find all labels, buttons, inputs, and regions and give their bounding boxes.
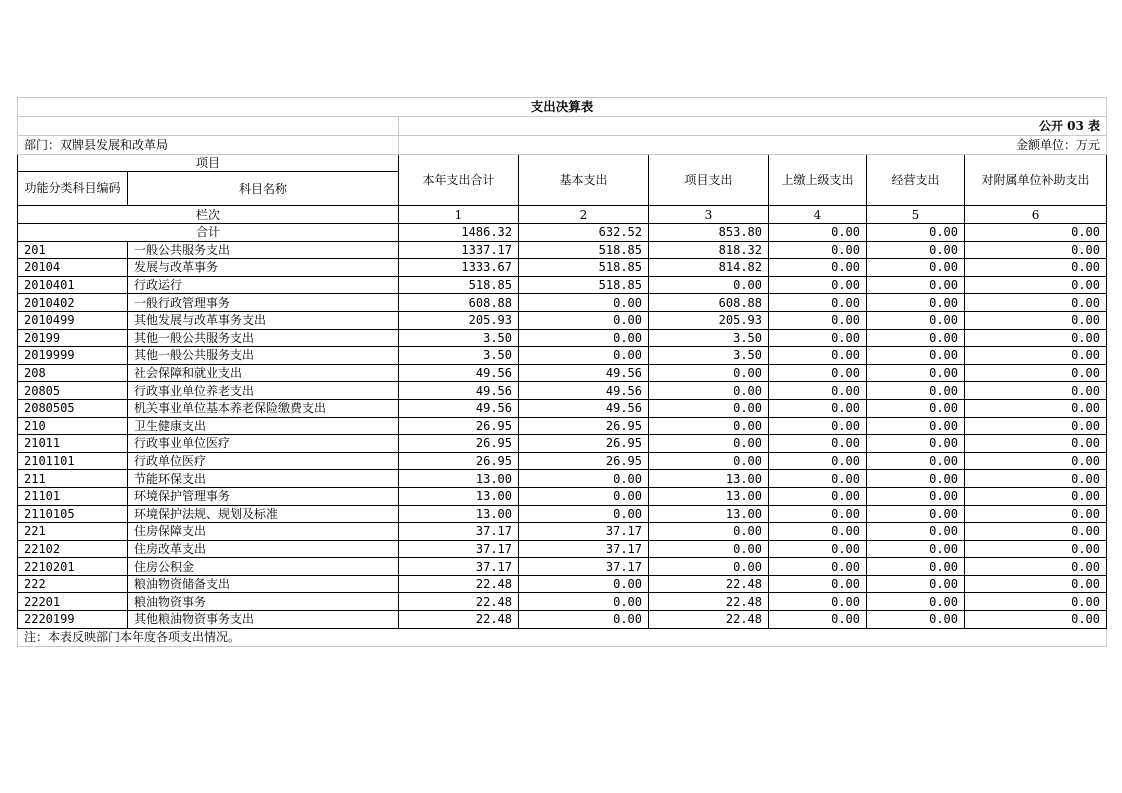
amount-cell: 49.56 [399,399,519,417]
amount-cell: 0.00 [965,399,1107,417]
amount-cell: 0.00 [867,452,965,470]
func-code-cell: 2220199 [18,611,128,629]
amount-cell: 0.00 [965,452,1107,470]
total-value: 0.00 [965,224,1107,242]
func-code-cell: 2210201 [18,558,128,576]
amount-cell: 13.00 [649,470,769,488]
amount-cell: 0.00 [965,259,1107,277]
amount-cell: 3.50 [649,329,769,347]
amount-cell: 0.00 [965,575,1107,593]
amount-cell: 0.00 [649,417,769,435]
amount-cell: 0.00 [867,382,965,400]
func-code-cell: 201 [18,241,128,259]
subject-name-cell: 一般公共服务支出 [128,241,399,259]
subject-name-cell: 住房公积金 [128,558,399,576]
amount-cell: 818.32 [649,241,769,259]
amount-cell: 22.48 [649,593,769,611]
func-code-cell: 20805 [18,382,128,400]
subject-name-cell: 住房改革支出 [128,540,399,558]
amount-cell: 0.00 [965,487,1107,505]
header-project: 项目 [18,155,399,172]
subject-name-cell: 行政运行 [128,276,399,294]
amount-cell: 0.00 [769,311,867,329]
amount-cell: 0.00 [649,276,769,294]
table-row [18,558,1107,576]
table-row [18,294,1107,312]
amount-cell: 49.56 [519,399,649,417]
amount-cell: 518.85 [519,241,649,259]
amount-cell: 0.00 [769,505,867,523]
subject-name-cell: 其他一般公共服务支出 [128,329,399,347]
amount-cell: 0.00 [867,523,965,541]
amount-cell: 0.00 [965,593,1107,611]
amount-cell: 0.00 [965,276,1107,294]
amount-cell: 0.00 [867,505,965,523]
amount-cell: 26.95 [519,452,649,470]
table-row [18,575,1107,593]
amount-cell: 0.00 [867,470,965,488]
amount-cell: 0.00 [867,294,965,312]
table-row [18,399,1107,417]
blank-cell [18,117,399,136]
amount-cell: 0.00 [965,382,1107,400]
amount-cell: 0.00 [867,364,965,382]
func-code-cell: 210 [18,417,128,435]
amount-cell: 0.00 [965,417,1107,435]
table-row [18,435,1107,453]
amount-cell: 0.00 [769,241,867,259]
subject-name-cell: 行政事业单位养老支出 [128,382,399,400]
amount-cell: 0.00 [769,487,867,505]
func-code-cell: 211 [18,470,128,488]
func-code-cell: 2019999 [18,347,128,365]
table-row [18,505,1107,523]
amount-cell: 37.17 [399,558,519,576]
amount-cell: 13.00 [399,505,519,523]
header-func-code: 功能分类科目编码 [18,172,128,206]
table-row [18,523,1107,541]
table-row [18,611,1107,629]
amount-cell: 0.00 [519,347,649,365]
amount-cell: 0.00 [649,523,769,541]
amount-cell: 0.00 [867,487,965,505]
func-code-cell: 2101101 [18,452,128,470]
amount-cell: 0.00 [769,593,867,611]
amount-cell: 0.00 [519,470,649,488]
total-value: 0.00 [867,224,965,242]
amount-cell: 518.85 [519,259,649,277]
amount-cell: 0.00 [965,311,1107,329]
amount-cell: 37.17 [519,523,649,541]
amount-cell: 0.00 [965,329,1107,347]
subject-name-cell: 其他粮油物资事务支出 [128,611,399,629]
amount-cell: 22.48 [649,575,769,593]
amount-cell: 518.85 [399,276,519,294]
form-number: 公开 03 表 [399,117,1107,136]
amount-cell: 0.00 [965,241,1107,259]
amount-cell: 0.00 [519,593,649,611]
amount-cell: 3.50 [649,347,769,365]
amount-cell: 0.00 [769,329,867,347]
amount-cell: 26.95 [519,417,649,435]
subject-name-cell: 行政单位医疗 [128,452,399,470]
subject-name-cell: 住房保障支出 [128,523,399,541]
subject-name-cell: 其他发展与改革事务支出 [128,311,399,329]
amount-cell: 0.00 [519,294,649,312]
header-total: 本年支出合计 [399,155,519,206]
amount-cell: 0.00 [769,435,867,453]
amount-cell: 13.00 [649,505,769,523]
table-row [18,347,1107,365]
table-row [18,259,1107,277]
subject-name-cell: 其他一般公共服务支出 [128,347,399,365]
amount-cell: 0.00 [649,452,769,470]
amount-cell: 3.50 [399,329,519,347]
amount-cell: 26.95 [519,435,649,453]
header-upper: 上缴上级支出 [769,155,867,206]
func-code-cell: 2010402 [18,294,128,312]
func-code-cell: 22201 [18,593,128,611]
amount-cell: 0.00 [867,540,965,558]
header-business: 经营支出 [867,155,965,206]
amount-cell: 0.00 [769,259,867,277]
index-label: 栏次 [18,206,399,224]
amount-cell: 0.00 [867,558,965,576]
func-code-cell: 208 [18,364,128,382]
amount-cell: 0.00 [867,593,965,611]
amount-cell: 0.00 [867,347,965,365]
amount-cell: 0.00 [769,276,867,294]
amount-cell: 22.48 [399,593,519,611]
amount-cell: 814.82 [649,259,769,277]
amount-cell: 0.00 [867,575,965,593]
subject-name-cell: 社会保障和就业支出 [128,364,399,382]
func-code-cell: 222 [18,575,128,593]
amount-cell: 0.00 [519,575,649,593]
amount-cell: 0.00 [867,259,965,277]
index-col: 1 [399,206,519,224]
index-col: 5 [867,206,965,224]
index-col: 6 [965,206,1107,224]
subject-name-cell: 粮油物资储备支出 [128,575,399,593]
amount-cell: 13.00 [399,487,519,505]
amount-cell: 0.00 [769,294,867,312]
func-code-cell: 2080505 [18,399,128,417]
amount-cell: 1333.67 [399,259,519,277]
amount-cell: 22.48 [399,575,519,593]
amount-cell: 0.00 [867,241,965,259]
expenditure-sheet [17,97,1106,647]
amount-cell: 0.00 [965,347,1107,365]
amount-cell: 0.00 [769,364,867,382]
total-row [18,224,1107,242]
subject-name-cell: 机关事业单位基本养老保险缴费支出 [128,399,399,417]
header-project-exp: 项目支出 [649,155,769,206]
amount-cell: 0.00 [519,329,649,347]
amount-cell: 0.00 [965,611,1107,629]
table-row [18,276,1107,294]
subject-name-cell: 节能环保支出 [128,470,399,488]
index-col: 4 [769,206,867,224]
amount-cell: 0.00 [649,540,769,558]
amount-cell: 0.00 [769,417,867,435]
table-row [18,241,1107,259]
amount-cell: 0.00 [519,505,649,523]
amount-cell: 0.00 [769,470,867,488]
amount-cell: 37.17 [519,558,649,576]
amount-cell: 0.00 [965,540,1107,558]
amount-cell: 0.00 [649,399,769,417]
amount-cell: 0.00 [965,470,1107,488]
table-row [18,487,1107,505]
amount-cell: 0.00 [519,487,649,505]
amount-cell: 3.50 [399,347,519,365]
amount-cell: 22.48 [399,611,519,629]
amount-cell: 0.00 [519,611,649,629]
amount-cell: 37.17 [399,523,519,541]
amount-cell: 0.00 [649,364,769,382]
amount-cell: 0.00 [965,558,1107,576]
amount-cell: 49.56 [519,364,649,382]
amount-cell: 0.00 [867,329,965,347]
func-code-cell: 20104 [18,259,128,277]
table-row [18,329,1107,347]
amount-cell: 205.93 [399,311,519,329]
func-code-cell: 2010499 [18,311,128,329]
unit-label: 金额单位：万元 [399,136,1107,155]
amount-cell: 0.00 [649,382,769,400]
amount-cell: 26.95 [399,417,519,435]
amount-cell: 22.48 [649,611,769,629]
func-code-cell: 22102 [18,540,128,558]
amount-cell: 37.17 [399,540,519,558]
subject-name-cell: 发展与改革事务 [128,259,399,277]
amount-cell: 0.00 [769,540,867,558]
amount-cell: 0.00 [769,558,867,576]
amount-cell: 0.00 [769,382,867,400]
header-basic: 基本支出 [519,155,649,206]
amount-cell: 0.00 [867,311,965,329]
table-row [18,311,1107,329]
amount-cell: 0.00 [867,435,965,453]
amount-cell: 518.85 [519,276,649,294]
total-value: 632.52 [519,224,649,242]
index-col: 3 [649,206,769,224]
amount-cell: 0.00 [649,435,769,453]
subject-name-cell: 环境保护法规、规划及标准 [128,505,399,523]
table-row [18,417,1107,435]
func-code-cell: 20199 [18,329,128,347]
amount-cell: 0.00 [965,435,1107,453]
func-code-cell: 2110105 [18,505,128,523]
amount-cell: 0.00 [519,311,649,329]
amount-cell: 26.95 [399,452,519,470]
amount-cell: 26.95 [399,435,519,453]
func-code-cell: 221 [18,523,128,541]
table-row [18,593,1107,611]
amount-cell: 13.00 [399,470,519,488]
amount-cell: 37.17 [519,540,649,558]
table-title: 支出决算表 [18,98,1107,117]
amount-cell: 0.00 [867,276,965,294]
table-row [18,452,1107,470]
amount-cell: 49.56 [519,382,649,400]
amount-cell: 0.00 [649,558,769,576]
amount-cell: 0.00 [769,399,867,417]
subject-name-cell: 粮油物资事务 [128,593,399,611]
total-value: 853.80 [649,224,769,242]
subject-name-cell: 卫生健康支出 [128,417,399,435]
table-note: 注：本表反映部门本年度各项支出情况。 [18,628,1107,646]
subject-name-cell: 环境保护管理事务 [128,487,399,505]
amount-cell: 0.00 [769,452,867,470]
amount-cell: 0.00 [965,364,1107,382]
amount-cell: 0.00 [965,294,1107,312]
amount-cell: 205.93 [649,311,769,329]
subject-name-cell: 行政事业单位医疗 [128,435,399,453]
amount-cell: 0.00 [769,523,867,541]
func-code-cell: 2010401 [18,276,128,294]
amount-cell: 0.00 [867,399,965,417]
amount-cell: 0.00 [965,523,1107,541]
amount-cell: 1337.17 [399,241,519,259]
table-row [18,364,1107,382]
table-row [18,540,1107,558]
func-code-cell: 21011 [18,435,128,453]
index-col: 2 [519,206,649,224]
total-value: 1486.32 [399,224,519,242]
department-label: 部门：双牌县发展和改革局 [18,136,399,155]
table-row [18,470,1107,488]
amount-cell: 608.88 [399,294,519,312]
amount-cell: 49.56 [399,364,519,382]
amount-cell: 49.56 [399,382,519,400]
total-label: 合计 [18,224,399,242]
amount-cell: 13.00 [649,487,769,505]
expenditure-table [17,97,1107,647]
subject-name-cell: 一般行政管理事务 [128,294,399,312]
amount-cell: 608.88 [649,294,769,312]
amount-cell: 0.00 [769,347,867,365]
header-subsidy: 对附属单位补助支出 [965,155,1107,206]
amount-cell: 0.00 [867,417,965,435]
amount-cell: 0.00 [769,575,867,593]
amount-cell: 0.00 [965,505,1107,523]
amount-cell: 0.00 [769,611,867,629]
func-code-cell: 21101 [18,487,128,505]
table-row [18,382,1107,400]
header-subject-name: 科目名称 [128,172,399,206]
total-value: 0.00 [769,224,867,242]
amount-cell: 0.00 [867,611,965,629]
